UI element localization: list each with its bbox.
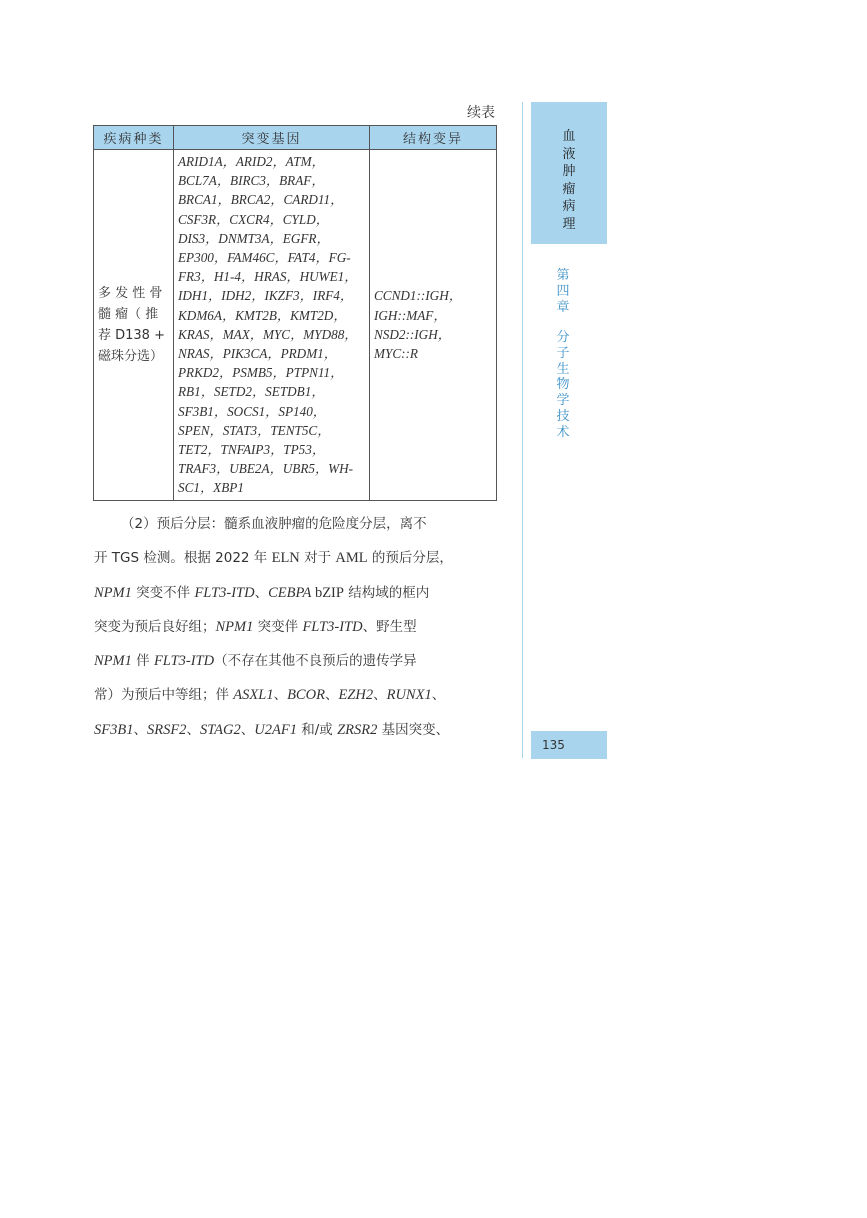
body-text: 、 [273,687,288,704]
body-text: 突变不伴 [131,584,195,601]
table-row [94,150,497,501]
gene-list-line: RB1，SETD2，SETDB1， [178,384,325,400]
gene-list-line: NRAS，PIK3CA，PRDM1， [178,346,337,362]
body-text: 、 [324,687,339,704]
gene-mutation-table [93,125,497,501]
chapter-label [531,268,595,315]
header-structural-variants: 结构变异 [370,126,497,150]
chapter-title-char: 学 [556,393,570,409]
body-text: 、 [254,584,269,601]
disease-cell [94,150,174,501]
gene-term: STAG2 [199,721,241,738]
header-mutated-genes: 突变基因 [174,126,370,150]
chapter-label-char: 第 [556,268,570,283]
disease-line: 荐 D138 + [98,327,165,343]
book-title-char: 理 [562,216,576,232]
disease-line: 髓 瘤（ 推 [98,306,159,322]
disease-line: 磁珠分选） [98,348,164,364]
gene-term: SRSF2 [146,721,187,738]
body-text: （不存在其他不良预后的遗传学异 [214,653,417,670]
gene-list-line: ARID1A，ARID2，ATM， [178,154,325,169]
header-disease-type: 疾病种类 [94,126,174,150]
body-text: 、 [240,721,255,738]
body-text: 开 TGS 检测。根据 2022 年 [94,550,272,567]
body-text: 和/或 [296,721,338,738]
gene-term: FLT3-ITD [153,653,215,670]
gene-list-line: TRAF3，UBE2A，UBR5，WH- [178,461,354,477]
body-line [94,649,496,683]
gene-list-line: DIS3，DNMT3A，EGFR， [178,230,330,246]
structural-variant: IGH::MAF， [374,307,447,323]
term-eln: ELN [271,550,300,567]
body-text: （2）预后分层：髓系血液肿瘤的危险度分层，离不 [121,516,427,532]
book-title-char: 病 [562,199,576,214]
gene-list-line: SF3B1，SOCS1，SP140， [178,403,326,419]
body-line [94,718,496,752]
gene-term: RUNX1 [386,687,432,704]
gene-term: EZH2 [338,687,374,704]
chapter-title-char: 分 [556,330,570,345]
gene-list-line: SC1，XBP1 [178,480,244,496]
gene-list-line: KRAS，MAX，MYC，MYD88， [178,326,358,342]
chapter-label-char: 四 [556,283,570,299]
chapter-title-char: 术 [556,424,570,440]
gene-term: ASXL1 [233,687,274,704]
body-text: 常）为预后中等组；伴 [94,687,234,704]
chapter-title [531,330,595,441]
body-paragraph [94,512,496,752]
page-number-tab [531,731,607,759]
book-title-char: 瘤 [562,181,576,197]
body-text: 、 [133,721,147,738]
book-title [531,128,607,233]
gene-term: NPM1 [94,653,132,670]
body-text: 、 [186,721,200,738]
table-continued-label: 续表 [467,105,495,121]
gene-term: SF3B1 [94,721,134,738]
chapter-title-char: 生 [556,361,570,377]
gene-list-line: BRCA1，BRCA2，CARD11， [178,192,344,208]
body-line [94,581,496,615]
book-title-char: 肿 [562,164,576,179]
gene-term: NPM1 [215,618,254,635]
body-line [94,615,496,649]
body-text: 对于 [299,550,336,567]
body-line [94,512,496,546]
chapter-title-char: 技 [556,408,570,424]
page-number: 135 [542,738,565,752]
gene-term: ZRSR2 [337,721,378,738]
domain-term: bZIP [311,584,344,601]
body-text: 伴 [131,653,154,670]
book-title-char: 液 [562,146,576,162]
gene-term: U2AF1 [254,721,297,738]
gene-term: NPM1 [94,584,132,601]
book-title-char: 血 [562,129,576,144]
chapter-title-char: 子 [556,345,570,361]
gene-list-line: KDM6A，KMT2B，KMT2D， [178,307,347,323]
body-text: 突变伴 [253,618,303,635]
gene-list-line: EP300，FAM46C，FAT4，FG- [178,250,351,266]
gene-list-line: IDH1，IDH2，IKZF3，IRF4， [178,288,354,304]
gene-list-line: PRKD2，PSMB5，PTPN11， [178,365,344,381]
margin-divider [522,102,523,758]
table-header-row [94,126,497,150]
body-line [94,546,496,580]
body-text: 基因突变、 [377,721,450,738]
structural-variant: CCND1::IGH， [374,288,462,304]
gene-term: CEBPA [268,584,312,601]
body-text: 、野生型 [362,618,417,635]
gene-term: FLT3-ITD [302,618,363,635]
structural-variant: NSD2::IGH， [374,326,451,342]
gene-term: BCOR [287,687,325,704]
gene-list-line: BCL7A，BIRC3，BRAF， [178,173,325,189]
body-text: 、 [431,687,446,704]
body-text: 的预后分层， [367,550,453,567]
gene-list-line: SPEN，STAT3，TENT5C， [178,422,331,438]
body-line [94,683,496,717]
chapter-label-char: 章 [556,299,570,315]
gene-list-line: FR3，H1-4，HRAS，HUWE1， [178,269,358,285]
body-text: 结构域的框内 [343,584,430,601]
gene-list-line: TET2，TNFAIP3，TP53， [178,442,326,458]
structural-variant: MYC::R [374,346,418,362]
book-title-tab [531,102,607,244]
disease-line: 多 发 性 骨 [98,285,163,301]
term-aml: AML [335,550,368,567]
gene-list-line: CSF3R，CXCR4，CYLD， [178,211,329,227]
body-text: 突变为预后良好组； [94,618,216,635]
chapter-title-char: 物 [556,377,570,393]
gene-term: FLT3-ITD [194,584,255,601]
structural-variants-cell [370,150,497,501]
genes-cell [174,150,370,501]
body-text: 、 [373,687,387,704]
